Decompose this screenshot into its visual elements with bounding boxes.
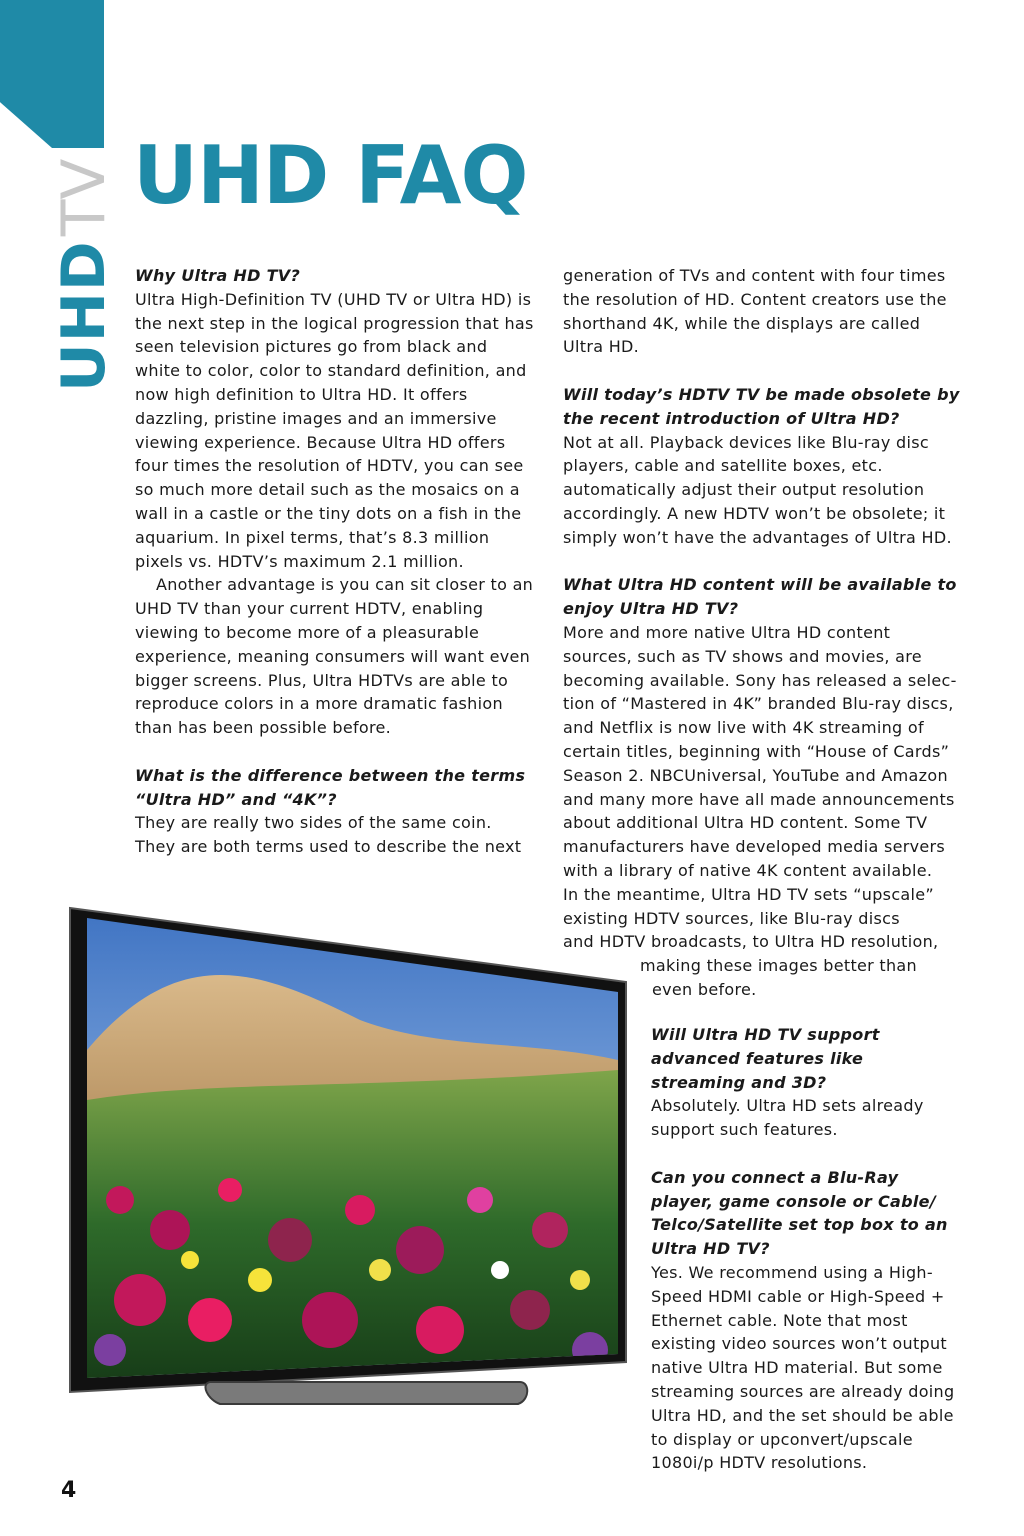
answer-line: More and more native Ultra HD content [563, 622, 891, 642]
answer-line: sources, such as TV shows and movies, are [563, 646, 922, 666]
side-label-tv: TV [49, 158, 119, 237]
section-side-label [49, 158, 119, 392]
question-hdtv-obsolete: Will today’s HDTV TV be made obsolete by the recent introduction of Ultra HD? [563, 384, 960, 428]
answer-connect-devices: Yes. We recommend using a High-Speed HDMI cable or High-Speed + Ethernet cable. Note that most existing video sources won’t output native Ultra HD material. But some streaming sources are already doing Ultra HD, and the set should be able to display or upconvert/upscale 1080i/p HDTV resolutions. [651, 1262, 955, 1473]
side-label-uhd: UHD [49, 240, 119, 392]
answer-why-ultra-hd: Ultra High-Definition TV (UHD TV or Ultra HD) is the next step in the logical progression that has seen television pictures go from black and white to color, color to standard definition, and now high definition to Ultra HD. It offers dazzling, pristine images and an immersive viewing experience. Because Ultra HD offers four times the resolution of HDTV, you can see so much more detail such as the mosaics on a wall in a castle or the tiny dots on a fish in the aquarium. In pixel terms, that’s 8.3 million pixels vs. HDTV’s maximum 2.1 million. [135, 289, 534, 571]
answer-line: In the meantime, Ultra HD TV sets “upscale” [563, 884, 935, 904]
answer-hdtv-obsolete: Not at all. Playback devices like Blu-ray disc players, cable and satellite boxes, etc. automatically adjust their output resolution accordingly. A new HDTV won’t be obsolete; it simply won’t have the advantages of Ultra HD. [563, 432, 952, 547]
answer-line: tion of “Mastered in 4K” branded Blu-ray discs, [563, 694, 954, 714]
question-streaming-3d: Will Ultra HD TV support advanced features like streaming and 3D? [651, 1025, 880, 1092]
tv-stand [205, 1382, 527, 1404]
answer-line: making these images better than [640, 956, 917, 976]
answer-uhd-vs-4k-continued: generation of TVs and content with four times the resolution of HD. Content creators use the shorthand 4K, while the displays are called Ultra HD. [563, 266, 947, 357]
column-left [135, 264, 535, 859]
question-content-available: What Ultra HD content will be available to enjoy Ultra HD TV? [563, 575, 957, 619]
answer-uhd-vs-4k: They are really two sides of the same coin. They are both terms used to describe the next [135, 813, 522, 857]
answer-why-ultra-hd-para2: Another advantage is you can sit closer to an UHD TV than your current HDTV, enabling viewing to become more of a pleasurable experience, meaning consumers will want even bigger screens. Plus, Ultra HDTVs are able to reproduce colors in a more dramatic fashion than has been possible before. [135, 575, 534, 738]
answer-line: manufacturers have developed media servers [563, 837, 946, 857]
answer-line: with a library of native 4K content available. [563, 860, 933, 880]
column-right-lower [651, 1023, 963, 1475]
answer-line: certain titles, beginning with “House of Cards” [563, 741, 950, 761]
answer-line: and many more have all made announcements [563, 789, 955, 809]
page-number: 4 [61, 1478, 77, 1503]
column-right [563, 264, 963, 1002]
answer-line: about additional Ultra HD content. Some TV [563, 813, 928, 833]
page-title: UHD FAQ [133, 129, 528, 222]
answer-line: existing HDTV sources, like Blu-ray discs [563, 908, 900, 928]
answer-line: Season 2. NBCUniversal, YouTube and Amazon [563, 765, 948, 785]
question-uhd-vs-4k: What is the difference between the terms “Ultra HD” and “4K”? [135, 765, 526, 809]
answer-line: even before. [652, 979, 757, 999]
answer-line: becoming available. Sony has released a selec- [563, 670, 957, 690]
answer-streaming-3d: Absolutely. Ultra HD sets already support such features. [651, 1096, 924, 1140]
answer-line: and HDTV broadcasts, to Ultra HD resolution, [563, 932, 939, 952]
uhd-tv-image [60, 900, 640, 1420]
question-why-ultra-hd: Why Ultra HD TV? [135, 266, 301, 285]
question-connect-devices: Can you connect a Blu-Ray player, game console or Cable/ Telco/Satellite set top box to an Ultra HD TV? [651, 1167, 948, 1259]
answer-line: and Netflix is now live with 4K streaming of [563, 718, 924, 738]
corner-tab [0, 0, 104, 148]
